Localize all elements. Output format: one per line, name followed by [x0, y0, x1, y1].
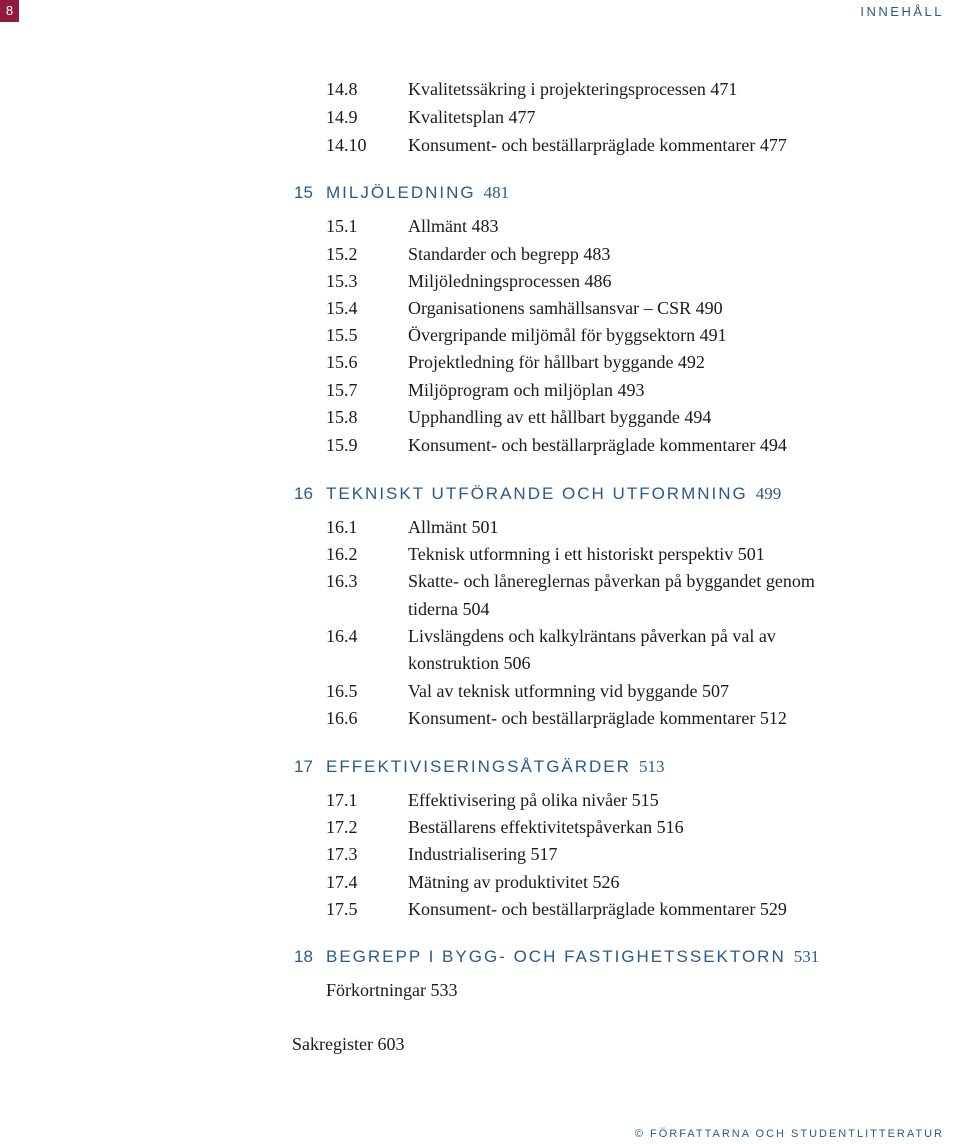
- chapter-number: 17: [294, 757, 313, 776]
- chapter-heading: [294, 182, 509, 204]
- entry-number: 16.1: [326, 517, 358, 537]
- entry-number: 14.10: [326, 135, 367, 155]
- entry-number: 16.4: [326, 626, 358, 646]
- chapter-heading: [294, 946, 819, 968]
- entry-number: 15.7: [326, 380, 358, 400]
- entry-title: Miljöprogram och miljöplan 493: [408, 380, 645, 400]
- entry-number: 15.3: [326, 271, 358, 291]
- entry-number: 17.4: [326, 872, 358, 892]
- entry-number: 15.6: [326, 352, 358, 372]
- entry-number: 15.1: [326, 216, 358, 236]
- chapter-page: 481: [483, 183, 510, 202]
- chapter-number: 16: [294, 484, 313, 503]
- entry-title: Effektivisering på olika nivåer 515: [408, 790, 659, 810]
- chapter-title: BEGREPP I BYGG- OCH FASTIGHETSSEKTORN: [326, 947, 786, 966]
- chapter-page: 513: [638, 757, 665, 776]
- entry-number: 15.5: [326, 325, 358, 345]
- entry-number: 15.9: [326, 435, 358, 455]
- entry-title: Allmänt 501: [408, 517, 499, 537]
- entry-title: Kvalitetsplan 477: [408, 107, 536, 127]
- chapter-title: MILJÖLEDNING: [326, 183, 476, 202]
- chapter-heading: [294, 756, 664, 778]
- entry-title: Konsument- och beställarpräglade kommentarer 494: [408, 435, 787, 455]
- chapter-page: 531: [793, 947, 820, 966]
- chapter-page: 499: [755, 484, 782, 503]
- entry-number: 16.3: [326, 571, 358, 591]
- entry-title: Miljöledningsprocessen 486: [408, 271, 612, 291]
- toc-entry: Förkortningar 533: [326, 980, 458, 1000]
- entry-title: Mätning av produktivitet 526: [408, 872, 620, 892]
- entry-number: 16.6: [326, 708, 358, 728]
- entry-number: 15.8: [326, 407, 358, 427]
- chapter-number: 15: [294, 183, 313, 202]
- entry-title: Konsument- och beställarpräglade kommentarer 512: [408, 708, 787, 728]
- entry-number: 17.5: [326, 899, 358, 919]
- entry-title: Livslängdens och kalkylräntans påverkan på val av: [408, 626, 776, 646]
- entry-title: Konsument- och beställarpräglade kommentarer 529: [408, 899, 787, 919]
- entry-title: Val av teknisk utformning vid byggande 507: [408, 681, 729, 701]
- entry-number: 17.1: [326, 790, 358, 810]
- chapter-title: TEKNISKT UTFÖRANDE OCH UTFORMNING: [326, 484, 748, 503]
- entry-title-continuation: konstruktion 506: [408, 653, 531, 673]
- page-number: 8: [0, 0, 19, 22]
- chapter-title: EFFEKTIVISERINGSÅTGÄRDER: [326, 757, 631, 776]
- entry-number: 14.8: [326, 79, 358, 99]
- chapter-number: 18: [294, 947, 313, 966]
- entry-number: 15.4: [326, 298, 358, 318]
- entry-title: Övergripande miljömål för byggsektorn 491: [408, 325, 727, 345]
- entry-title: Kvalitetssäkring i projekteringsprocessen 471: [408, 79, 738, 99]
- entry-title: Teknisk utformning i ett historiskt perspektiv 501: [408, 544, 765, 564]
- entry-title: Skatte- och lånereglernas påverkan på byggandet genom: [408, 571, 815, 591]
- entry-number: 17.2: [326, 817, 358, 837]
- entry-number: 14.9: [326, 107, 358, 127]
- entry-title: Allmänt 483: [408, 216, 499, 236]
- running-head: INNEHÅLL: [860, 4, 944, 19]
- entry-title: Projektledning för hållbart byggande 492: [408, 352, 705, 372]
- index-entry: Sakregister 603: [292, 1034, 405, 1054]
- copyright-footer: © FÖRFATTARNA OCH STUDENTLITTERATUR: [634, 1128, 944, 1140]
- chapter-heading: [294, 483, 781, 505]
- entry-title: Industrialisering 517: [408, 844, 558, 864]
- entry-number: 15.2: [326, 244, 358, 264]
- entry-title: Standarder och begrepp 483: [408, 244, 611, 264]
- entry-title: Upphandling av ett hållbart byggande 494: [408, 407, 712, 427]
- entry-title: Beställarens effektivitetspåverkan 516: [408, 817, 684, 837]
- entry-number: 16.2: [326, 544, 358, 564]
- entry-title: Konsument- och beställarpräglade kommentarer 477: [408, 135, 787, 155]
- entry-title: Organisationens samhällsansvar – CSR 490: [408, 298, 723, 318]
- entry-title-continuation: tiderna 504: [408, 599, 490, 619]
- entry-number: 16.5: [326, 681, 358, 701]
- entry-number: 17.3: [326, 844, 358, 864]
